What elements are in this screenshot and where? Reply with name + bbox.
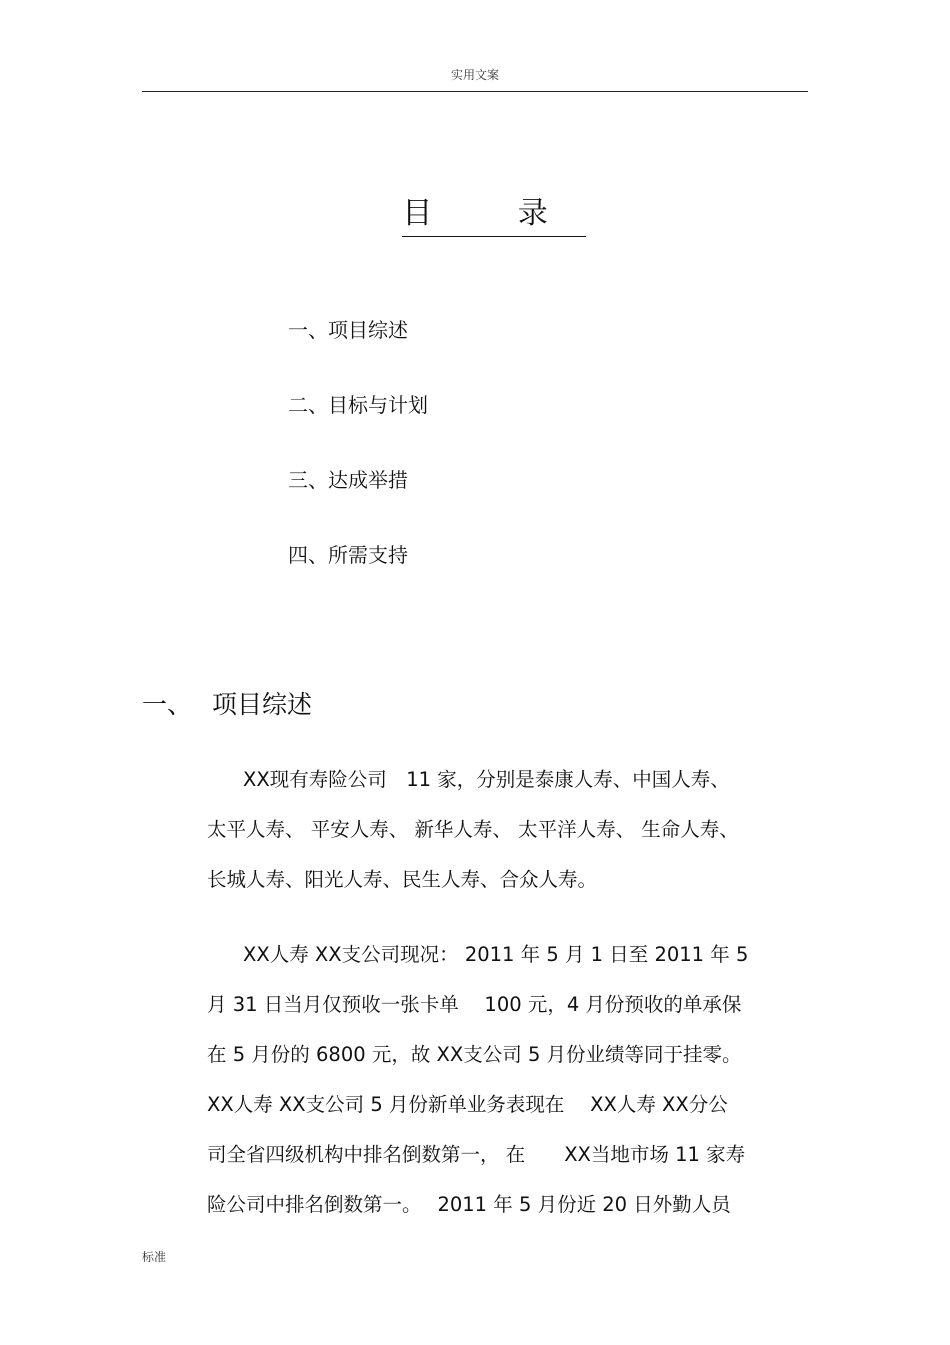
toc-item-support: 四、所需支持 bbox=[288, 543, 408, 567]
toc-item-overview: 一、项目综述 bbox=[288, 318, 408, 342]
page-header: 实用文案 bbox=[450, 68, 499, 82]
toc-item-goals: 二、目标与计划 bbox=[288, 393, 428, 417]
toc-title bbox=[0, 194, 950, 237]
paragraph-line: 太平人寿、 平安人寿、 新华人寿、 太平洋人寿、 生命人寿、 bbox=[207, 818, 739, 841]
section-number: 一、 bbox=[142, 690, 193, 719]
table-of-contents bbox=[288, 316, 428, 616]
header-divider bbox=[142, 91, 808, 92]
paragraph-line: 险公司中排名倒数第一。 2011 年 5 月份近 20 日外勤人员 bbox=[207, 1193, 731, 1216]
paragraph-line: XX人寿 XX支公司现况： 2011 年 5 月 1 日至 2011 年 5 bbox=[243, 943, 749, 966]
paragraph-line: XX现有寿险公司 11 家，分别是泰康人寿、中国人寿、 bbox=[243, 768, 730, 791]
paragraph-line: XX人寿 XX支公司 5 月份新单业务表现在 XX人寿 XX分公 bbox=[207, 1093, 728, 1116]
paragraph-line: 在 5 月份的 6800 元，故 XX支公司 5 月份业绩等同于挂零。 bbox=[207, 1043, 742, 1066]
toc-item-measures: 三、达成举措 bbox=[288, 468, 408, 492]
paragraph-line: 长城人寿、阳光人寿、民生人寿、合众人寿。 bbox=[207, 868, 598, 891]
section-heading bbox=[142, 688, 312, 722]
toc-title-text: 目 录 bbox=[402, 194, 586, 237]
section-title: 项目综述 bbox=[212, 690, 313, 719]
paragraph-line: 司全省四级机构中排名倒数第一， 在 XX当地市场 11 家寿 bbox=[207, 1143, 746, 1166]
paragraph-companies bbox=[207, 755, 812, 905]
page-footer: 标准 bbox=[142, 1250, 167, 1264]
paragraph-branch-status bbox=[207, 930, 812, 1230]
paragraph-line: 月 31 日当月仅预收一张卡单 100 元，4 月份预收的单承保 bbox=[207, 993, 742, 1016]
